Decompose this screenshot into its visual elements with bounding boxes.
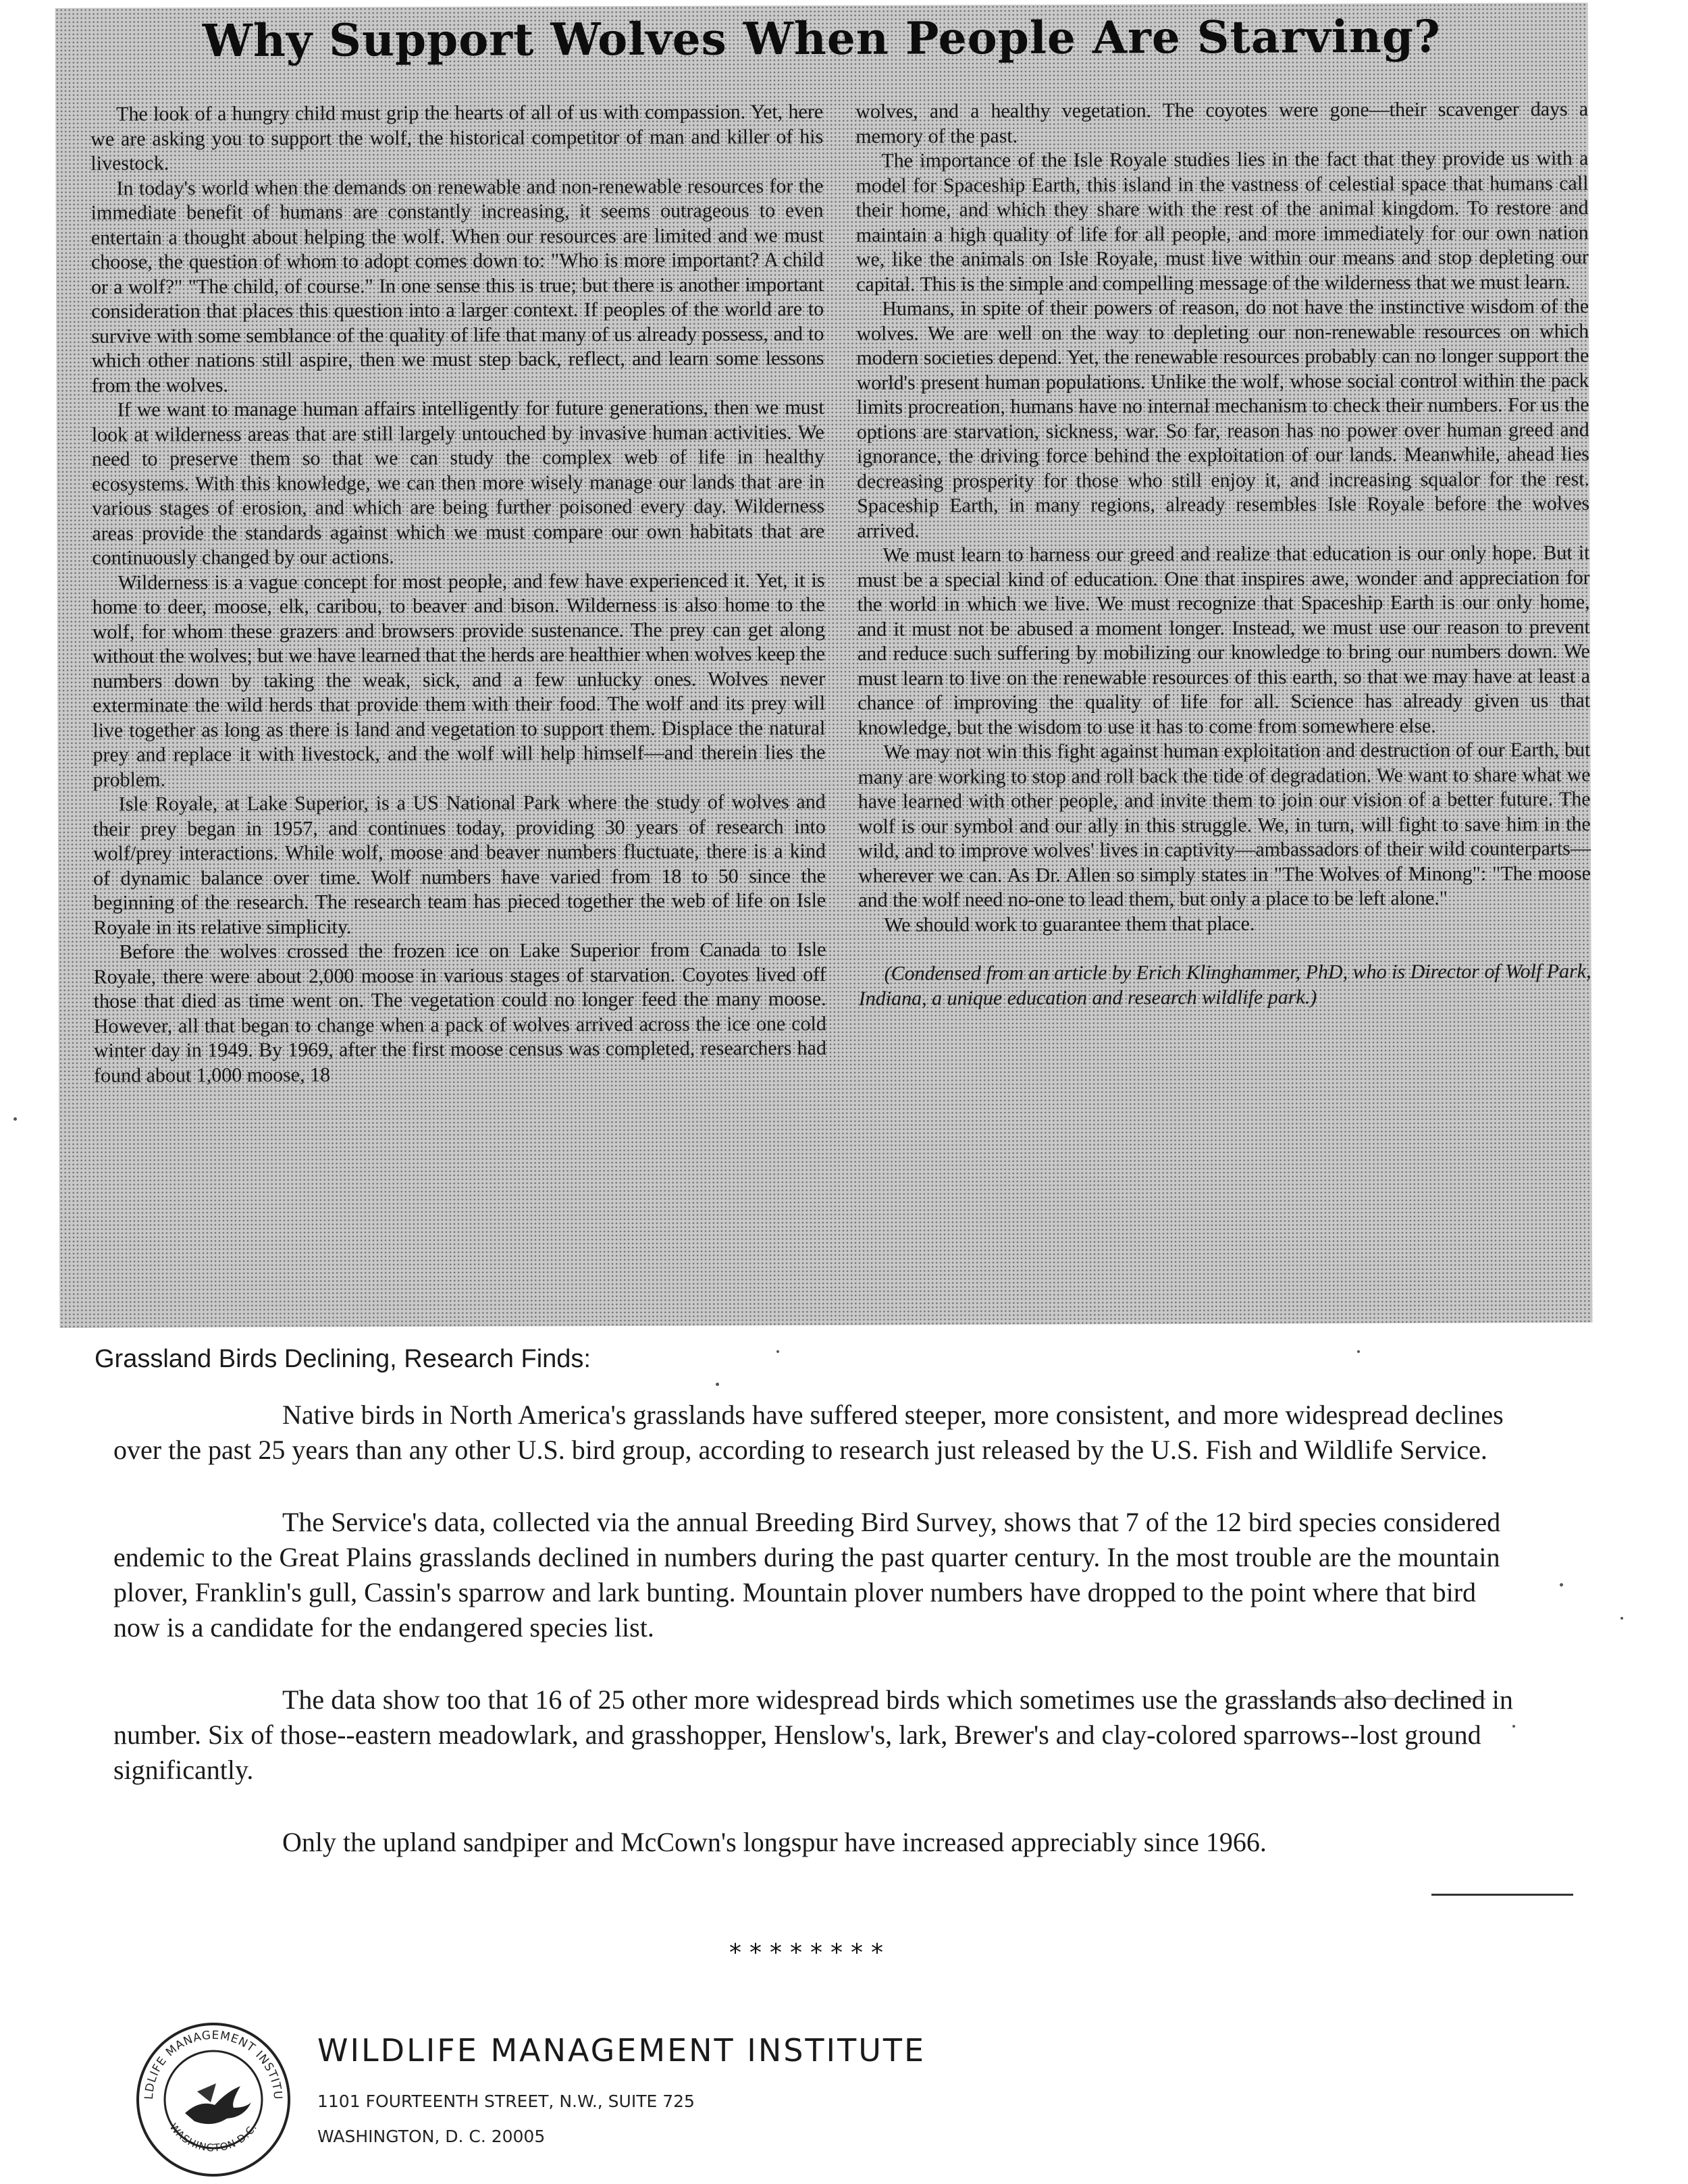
article-paragraph: The data show too that 16 of 25 other more widespread birds which sometimes use the grasslands also declined in number. Six of those--eastern meadowlark, and grasshopper, Henslow's, lark, Brewer's and clay-colored sparrows--lost ground significantly. <box>113 1684 1513 1785</box>
article-heading: Grassland Birds Declining, Research Finds: <box>95 1345 591 1373</box>
article-paragraph: Native birds in North America's grasslands have suffered steeper, more consistent, and more widespread declines over the past 25 years than any other U.S. bird group, according to research just released by the U.S. Fish and Wildlife Service. <box>113 1400 1504 1465</box>
article-paragraph: Only the upland sandpiper and McCown's longspur have increased appreciably since 1966. <box>282 1827 1267 1857</box>
scan-speck <box>776 1350 779 1353</box>
scan-scratch <box>1256 1698 1485 1700</box>
scan-speck <box>14 1117 17 1121</box>
clipping-paragraph: The importance of the Isle Royale studies lies in the fact that they provide us with a model for Spaceship Earth, this island in the vastness of celestial space that humans call their home, and which they share with the rest of the animal kingdom. To restore and maintain a high quality of life for all people, and more immediately for our own nation we, like the animals on Isle Royale, must live within our means and stop depleting our capital. This is the simple and compelling message of the wilderness that we must learn. <box>855 147 1589 296</box>
scan-scratch <box>1431 1894 1573 1896</box>
article-body <box>113 1397 1518 1897</box>
seal-text-top: LDLIFE MANAGEMENT INSTITU <box>142 2028 285 2101</box>
clipping-title: Why Support Wolves When People Are Starving? <box>202 9 1441 68</box>
clipping-paragraph: If we want to manage human affairs intelligently for future generations, then we must look at wilderness areas that are still largely untouched by invasive human activities. We need to preserve them so that we can study the complex web of life in healthy ecosystems. With this knowledge, we can then more wisely manage our lands that are in various stages of erosion, and which are being further poisoned every day. Wilderness areas provide the standards against which we must compare our own habitats that are continuously changed by our actions. <box>91 396 825 569</box>
clipping-paragraph: Isle Royale, at Lake Superior, is a US National Park where the study of wolves and their prey began in 1957, and continues today, providing 30 years of research into wolf/prey interactions. While wolf, moose and beaver numbers fluctuate, there is a kind of dynamic balance over time. Wolf numbers have varied from 18 to 50 since the beginning of the research. The research team has pieced together the web of life on Isle Royale in its relative simplicity. <box>93 790 826 939</box>
section-separator: ******** <box>729 1939 891 1967</box>
newspaper-clipping <box>55 3 1593 1328</box>
scan-speck <box>1357 1350 1360 1353</box>
svg-text:WASHINGTON D.C. <box>167 2121 260 2154</box>
institute-seal <box>132 2019 294 2181</box>
institute-seal-icon <box>132 2019 294 2181</box>
organization-name: WILDLIFE MANAGEMENT INSTITUTE <box>317 2032 926 2069</box>
seal-text-bottom: WASHINGTON D.C. <box>167 2121 260 2154</box>
clipping-right-column <box>855 97 1591 1011</box>
clipping-paragraph: We must learn to harness our greed and realize that education is our only hope. But it must be a special kind of education. One that inspires awe, wonder and appreciation for the world in which we live. We must recognize that Spaceship Earth is our only home, and it must not be abused a moment longer. Instead, we must use our reason to prevent and reduce such suffering by mobilizing our knowledge to bring our numbers down. We must learn to live on the renewable resources of this earth, so that we may have at least a chance of improving the quality of life for all. Science has already given us that knowledge, but the wisdom to use it has to come from somewhere else. <box>857 541 1591 739</box>
clipping-paragraph: We may not win this fight against human exploitation and destruction of our Earth, but many are working to stop and roll back the tide of degradation. We want to share what we have learned with other people, and invite them to join our vision of a better future. The wolf is our symbol and our ally in this struggle. We, in turn, will fight to save him in the wild, and to improve wolves' lives in captivity—ambassadors of their wild counterparts—wherever we can. As Dr. Allen so simply states in "The Wolves of Minong": "The moose and the wolf need no-one to lead them, but only a place to be left alone." <box>858 739 1591 911</box>
address-line-1: 1101 FOURTEENTH STREET, N.W., SUITE 725 <box>317 2092 695 2111</box>
scan-speck <box>716 1383 719 1386</box>
clipping-credit: (Condensed from an article by Erich Klinghammer, PhD, who is Director of Wolf Park, Indiana, a unique education and research wildlife park.) <box>858 960 1591 1010</box>
clipping-paragraph: Humans, in spite of their powers of reason, do not have the instinctive wisdom of the wolves. We are well on the way to depleting our non-renewable resources on which modern societies depend. Yet, the renewable resources probably can no longer support the world's present human populations. Unlike the wolf, whose social control within the pack limits procreation, humans have no internal mechanism to check their numbers. For us the options are starvation, sickness, war. So far, reason has no power over human greed and ignorance, the driving force behind the exploitation of our lands. Meanwhile, ahead lies decreasing prosperity for those who still enjoy it, and increasing squalor for the rest. Spaceship Earth, in many regions, already resembles Isle Royale before the wolves arrived. <box>856 295 1590 542</box>
clipping-paragraph: Before the wolves crossed the frozen ice on Lake Superior from Canada to Isle Royale, there were about 2,000 moose in various stages of starvation. Coyotes lived off those that died as time went on. The vegetation could no longer feed the many moose. However, all that began to change when a pack of wolves arrived across the ice one cold winter day in 1949. By 1969, after the first moose census was completed, researchers had found about 1,000 moose, 18 <box>93 938 827 1087</box>
address-line-2: WASHINGTON, D. C. 20005 <box>317 2127 546 2146</box>
scan-speck <box>1512 1725 1515 1728</box>
clipping-paragraph-continued: wolves, and a healthy vegetation. The coyotes were gone—their scavenger days a memory of the past. <box>855 98 1589 148</box>
clipping-paragraph: Wilderness is a vague concept for most people, and few have experienced it. Yet, it is home to deer, moose, elk, caribou, to beaver and bison. Wilderness is also home to the wolf, for whom these grazers and browsers provide sustenance. The prey can get along without the wolves; but we have learned that the herds are healthier when wolves keep the numbers down by taking the weak, sick, and a few unlucky ones. Wolves never exterminate the wild herds that provide them with their food. The wolf and its prey will live together as long as there is land and vegetation to support them. Displace the natural prey and replace it with livestock, and the wolf will help himself—and therein lies the problem. <box>92 568 826 791</box>
clipping-paragraph: The look of a hungry child must grip the hearts of all of us with compassion. Yet, here we are asking you to support the wolf, the historical competitor of man and killer of his livestock. <box>90 100 824 175</box>
article-paragraph: The Service's data, collected via the annual Breeding Bird Survey, shows that 7 of the 12 bird species considered endemic to the Great Plains grasslands declined in numbers during the past quarter century. In the most trouble are the mountain plover, Franklin's gull, Cassin's sparrow and lark bunting. Mountain plover numbers have dropped to the point where that bird now is a candidate for the endangered species list. <box>113 1507 1501 1643</box>
scan-speck <box>1560 1583 1563 1587</box>
clipping-paragraph: In today's world when the demands on renewable and non-renewable resources for the immediate benefit of humans are constantly increasing, it seems outrageous to even entertain a thought about helping the wolf. When our resources are limited and we must choose, the question of whom to adopt comes down to: "Who is more important? A child or a wolf?" "The child, of course." In one sense this is true; but there is another important consideration that places this question into a larger context. If peoples of the world are to survive with some semblance of the quality of life that many of us already possess, and to which other nations still aspire, then we must step back, reflect, and learn some lessons from the wolves. <box>90 174 824 397</box>
scan-speck <box>1620 1617 1623 1620</box>
clipping-paragraph: We should work to guarantee them that place. <box>884 912 1255 936</box>
clipping-left-column <box>90 100 826 1088</box>
